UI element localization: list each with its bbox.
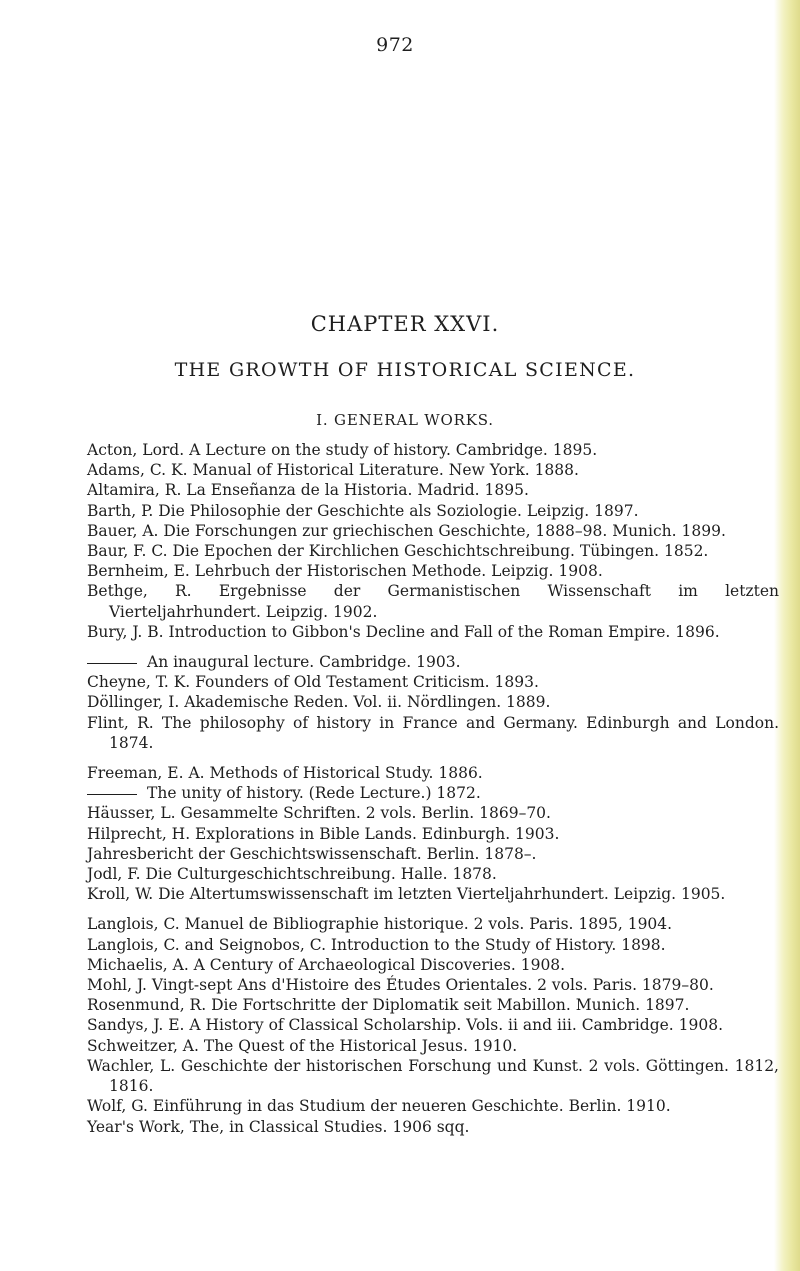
bib-entry: Year's Work, The, in Classical Studies. 1906 sqq. [87, 1117, 470, 1136]
bib-entry: Bethge, R. Ergebnisse der Germanistischen Wissenschaft im letzten Vierteljahrhundert. Leipzig. 1902. [87, 582, 779, 621]
bib-entry: Wachler, L. Geschichte der historischen Forschung und Kunst. 2 vols. Göttingen. 1812, 1816. [87, 1056, 779, 1096]
bib-entry: Hilprecht, H. Explorations in Bible Lands. Edinburgh. 1903. [87, 824, 560, 843]
bib-entry: Rosenmund, R. Die Fortschritte der Diplomatik seit Mabillon. Munich. 1897. [87, 996, 690, 1015]
bib-entry: Bauer, A. Die Forschungen zur griechischen Geschichte, 1888–98. Munich. 1899. [87, 521, 726, 540]
bib-entry: Langlois, C. Manuel de Bibliographie historique. 2 vols. Paris. 1895, 1904. [87, 915, 673, 934]
bib-entry: Altamira, R. La Enseñanza de la Historia. Madrid. 1895. [87, 481, 529, 500]
bib-entry: Freeman, E. A. Methods of Historical Study. 1886. [87, 764, 483, 783]
bib-entry-continued [87, 783, 779, 803]
bib-entry: Baur, F. C. Die Epochen der Kirchlichen Geschichtschreibung. Tübingen. 1852. [87, 542, 709, 561]
bib-entry: Jahresbericht der Geschichtswissenschaft. Berlin. 1878–. [87, 844, 537, 863]
bib-entry: Flint, R. The philosophy of history in France and Germany. Edinburgh and London. 1874. [87, 713, 779, 752]
bib-entry: Barth, P. Die Philosophie der Geschichte als Soziologie. Leipzig. 1897. [87, 501, 639, 520]
bibliography-list [87, 440, 779, 1137]
bib-entry: Langlois, C. and Seignobos, C. Introduction to the Study of History. 1898. [87, 935, 666, 954]
ditto-rule [87, 794, 137, 795]
bib-entry: Schweitzer, A. The Quest of the Historical Jesus. 1910. [87, 1036, 518, 1055]
bib-entry: Mohl, J. Vingt-sept Ans d'Histoire des Études Orientales. 2 vols. Paris. 1879–80. [87, 976, 714, 995]
bib-entry: Bernheim, E. Lehrbuch der Historischen Methode. Leipzig. 1908. [87, 562, 603, 581]
bib-entry: Michaelis, A. A Century of Archaeological Discoveries. 1908. [87, 955, 566, 974]
bib-entry: Wolf, G. Einführung in das Studium der neueren Geschichte. Berlin. 1910. [87, 1097, 671, 1116]
page-number: 972 [376, 34, 414, 56]
bib-entry: Bury, J. B. Introduction to Gibbon's Decline and Fall of the Roman Empire. 1896. [87, 622, 720, 641]
bib-entry: Acton, Lord. A Lecture on the study of history. Cambridge. 1895. [87, 441, 598, 459]
bib-entry: Adams, C. K. Manual of Historical Literature. New York. 1888. [87, 461, 579, 480]
section-heading: I. GENERAL WORKS. [316, 411, 494, 429]
bib-entry: Kroll, W. Die Altertumswissenschaft im letzten Vierteljahrhundert. Leipzig. 1905. [87, 885, 726, 904]
bib-entry: Döllinger, I. Akademische Reden. Vol. ii. Nördlingen. 1889. [87, 693, 551, 712]
bib-entry: Häusser, L. Gesammelte Schriften. 2 vols. Berlin. 1869–70. [87, 804, 551, 823]
chapter-title: THE GROWTH OF HISTORICAL SCIENCE. [174, 359, 636, 381]
entry-text: The unity of history. (Rede Lecture.) 1872. [147, 784, 481, 803]
bib-entry: Jodl, F. Die Culturgeschichtschreibung. Halle. 1878. [87, 865, 497, 884]
bib-entry: Cheyne, T. K. Founders of Old Testament Criticism. 1893. [87, 673, 539, 692]
chapter-heading: CHAPTER XXVI. [310, 312, 500, 336]
bib-entry: Sandys, J. E. A History of Classical Scholarship. Vols. ii and iii. Cambridge. 1908. [87, 1016, 724, 1035]
ditto-rule [87, 663, 137, 664]
bib-entry-continued [87, 652, 779, 672]
entry-text: An inaugural lecture. Cambridge. 1903. [147, 653, 461, 672]
